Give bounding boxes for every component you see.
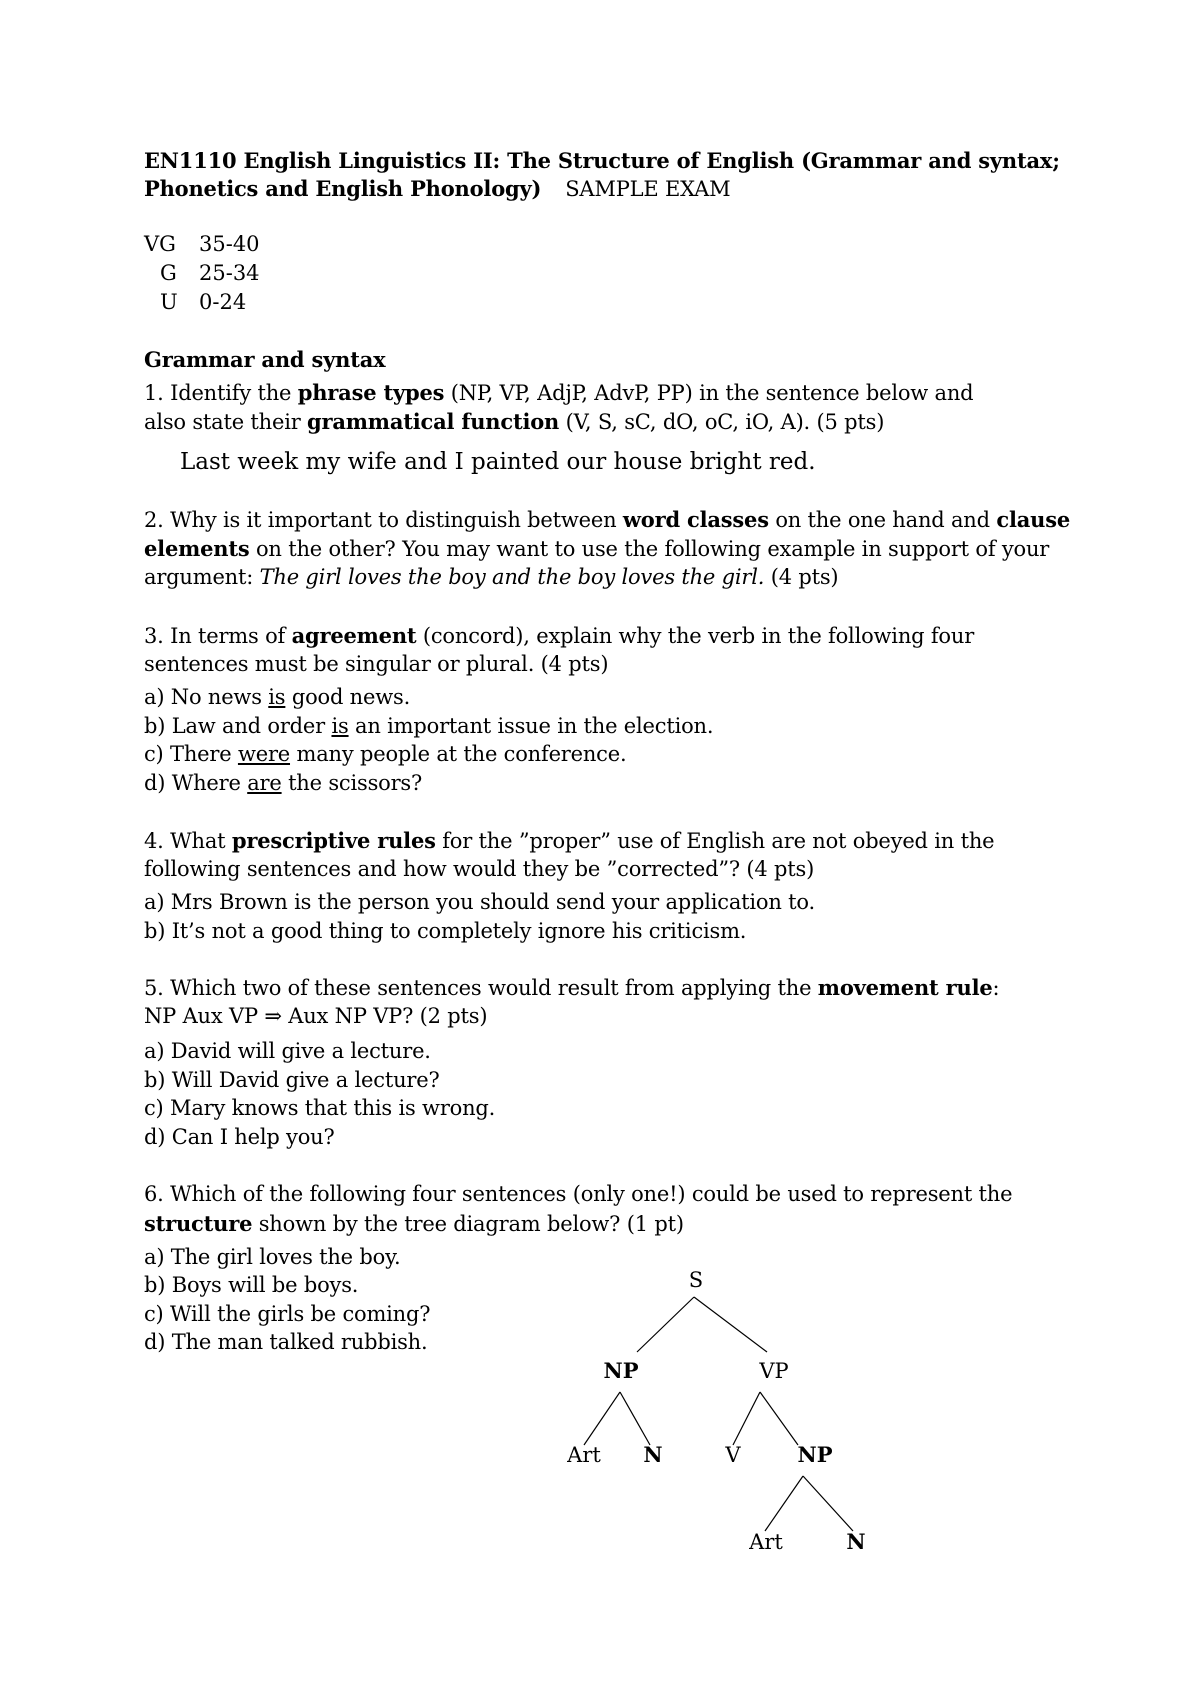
q3-bold: agreement <box>291 623 417 648</box>
grade-u: U <box>160 290 178 314</box>
q1-sentence: Last week my wife and I painted our house bright red. <box>180 449 816 475</box>
q1-l2-prefix: also state their <box>144 410 308 434</box>
q4-tail: for the ”proper” use of English are not obeyed in the <box>435 829 995 853</box>
q3-b-verb: is <box>331 714 349 738</box>
q3-c-post: many people at the conference. <box>290 742 627 766</box>
q6-item-b: b) Boys will be boys. <box>144 1273 359 1297</box>
tree-node-np2: NP <box>797 1442 833 1467</box>
q3-c-pre: c) There <box>144 742 238 766</box>
q6-tail: shown by the tree diagram below? (1 pt) <box>252 1212 684 1236</box>
edge-np-art <box>584 1392 620 1445</box>
tree-node-art1: Art <box>567 1443 601 1467</box>
grade-g: G <box>160 261 177 285</box>
q6-line1: 6. Which of the following four sentences (only one!) could be used to represent the <box>144 1182 1013 1206</box>
q4-prefix: 4. What <box>144 829 232 853</box>
q3-b-pre: b) Law and order <box>144 714 332 738</box>
q2-bold1: word classes <box>622 507 769 532</box>
q3-a-pre: a) No news <box>144 685 269 709</box>
q4-item-a: a) Mrs Brown is the person you should send your application to. <box>144 890 815 914</box>
q5-item-b: b) Will David give a lecture? <box>144 1068 440 1092</box>
q1-mid: (NP, VP, AdjP, AdvP, PP) in the sentence below and <box>444 381 974 405</box>
q5-line2: NP Aux VP ⇒ Aux NP VP? (2 pts) <box>144 1004 488 1028</box>
q3-d-verb: are <box>247 771 282 795</box>
q3-tail: (concord), explain why the verb in the following four <box>416 624 975 648</box>
q3-d-pre: d) Where <box>144 771 248 795</box>
grade-vg: VG <box>144 232 176 256</box>
q4-bold: prescriptive rules <box>231 828 436 853</box>
grade-u-range: 0-24 <box>199 290 247 314</box>
edge-s-np <box>637 1297 694 1352</box>
q5-tail: : <box>992 976 1000 1000</box>
q5-item-d: d) Can I help you? <box>144 1125 335 1149</box>
q6-item-d: d) The man talked rubbish. <box>144 1330 428 1354</box>
section-title: Grammar and syntax <box>144 347 386 372</box>
exam-title-line1: EN1110 English Linguistics II: The Structure of English (Grammar and syntax; <box>144 148 1060 173</box>
tree-node-s: S <box>688 1268 704 1292</box>
edge-np-n <box>620 1392 650 1445</box>
grade-vg-range: 35-40 <box>199 232 260 256</box>
tree-node-v: V <box>725 1443 741 1467</box>
q2-l3-tail: (4 pts) <box>764 565 839 589</box>
q2-l2-tail: on the other? You may want to use the following example in support of your <box>249 537 1050 561</box>
q3-b-post: an important issue in the election. <box>348 714 714 738</box>
q4-item-b: b) It’s not a good thing to completely ignore his criticism. <box>144 919 747 943</box>
q6-bold: structure <box>144 1211 253 1236</box>
tree-node-n1: N <box>643 1442 663 1467</box>
q2-prefix: 2. Why is it important to distinguish between <box>144 508 623 532</box>
q6-item-c: c) Will the girls be coming? <box>144 1302 431 1326</box>
q1-l2-tail: (V, S, sC, dO, oC, iO, A). (5 pts) <box>559 410 885 434</box>
q5-bold: movement rule <box>817 975 993 1000</box>
edge-np2-n <box>803 1476 853 1531</box>
q3-d-post: the scissors? <box>281 771 423 795</box>
q3-line2: sentences must be singular or plural. (4 pts) <box>144 652 609 676</box>
q1-bold2: grammatical function <box>307 409 560 434</box>
edge-vp-np <box>760 1392 798 1445</box>
q5-item-c: c) Mary knows that this is wrong. <box>144 1096 496 1120</box>
exam-title-bold: Phonetics and English Phonology) <box>144 176 542 201</box>
q3-a-verb: is <box>268 685 286 709</box>
q2-l3-prefix: argument: <box>144 565 260 589</box>
grade-g-range: 25-34 <box>199 261 260 285</box>
q2-example: The girl loves the boy and the boy loves the girl. <box>259 565 765 589</box>
q2-bold2: clause <box>996 507 1070 532</box>
q5-item-a: a) David will give a lecture. <box>144 1039 431 1063</box>
tree-node-art2: Art <box>749 1530 783 1554</box>
q6-item-a: a) The girl loves the boy. <box>144 1245 401 1269</box>
q4-line2: following sentences and how would they be ”corrected”? (4 pts) <box>144 857 815 881</box>
tree-node-vp: VP <box>759 1359 789 1383</box>
edge-s-vp <box>694 1297 767 1352</box>
edge-vp-v <box>733 1392 760 1445</box>
tree-edges <box>584 1297 853 1531</box>
edge-np2-art <box>765 1476 803 1531</box>
q1-bold1: phrase types <box>297 380 445 405</box>
exam-label: SAMPLE EXAM <box>565 177 731 201</box>
q2-l2-bold: elements <box>144 536 250 561</box>
q3-prefix: 3. In terms of <box>144 624 292 648</box>
q3-c-verb: were <box>237 742 291 766</box>
q5-prefix: 5. Which two of these sentences would result from applying the <box>144 976 818 1000</box>
tree-node-np1: NP <box>603 1358 639 1383</box>
tree-node-n2: N <box>846 1529 866 1554</box>
q3-a-post: good news. <box>285 685 411 709</box>
q2-mid: on the one hand and <box>768 508 997 532</box>
q1-prefix: 1. Identify the <box>144 381 298 405</box>
